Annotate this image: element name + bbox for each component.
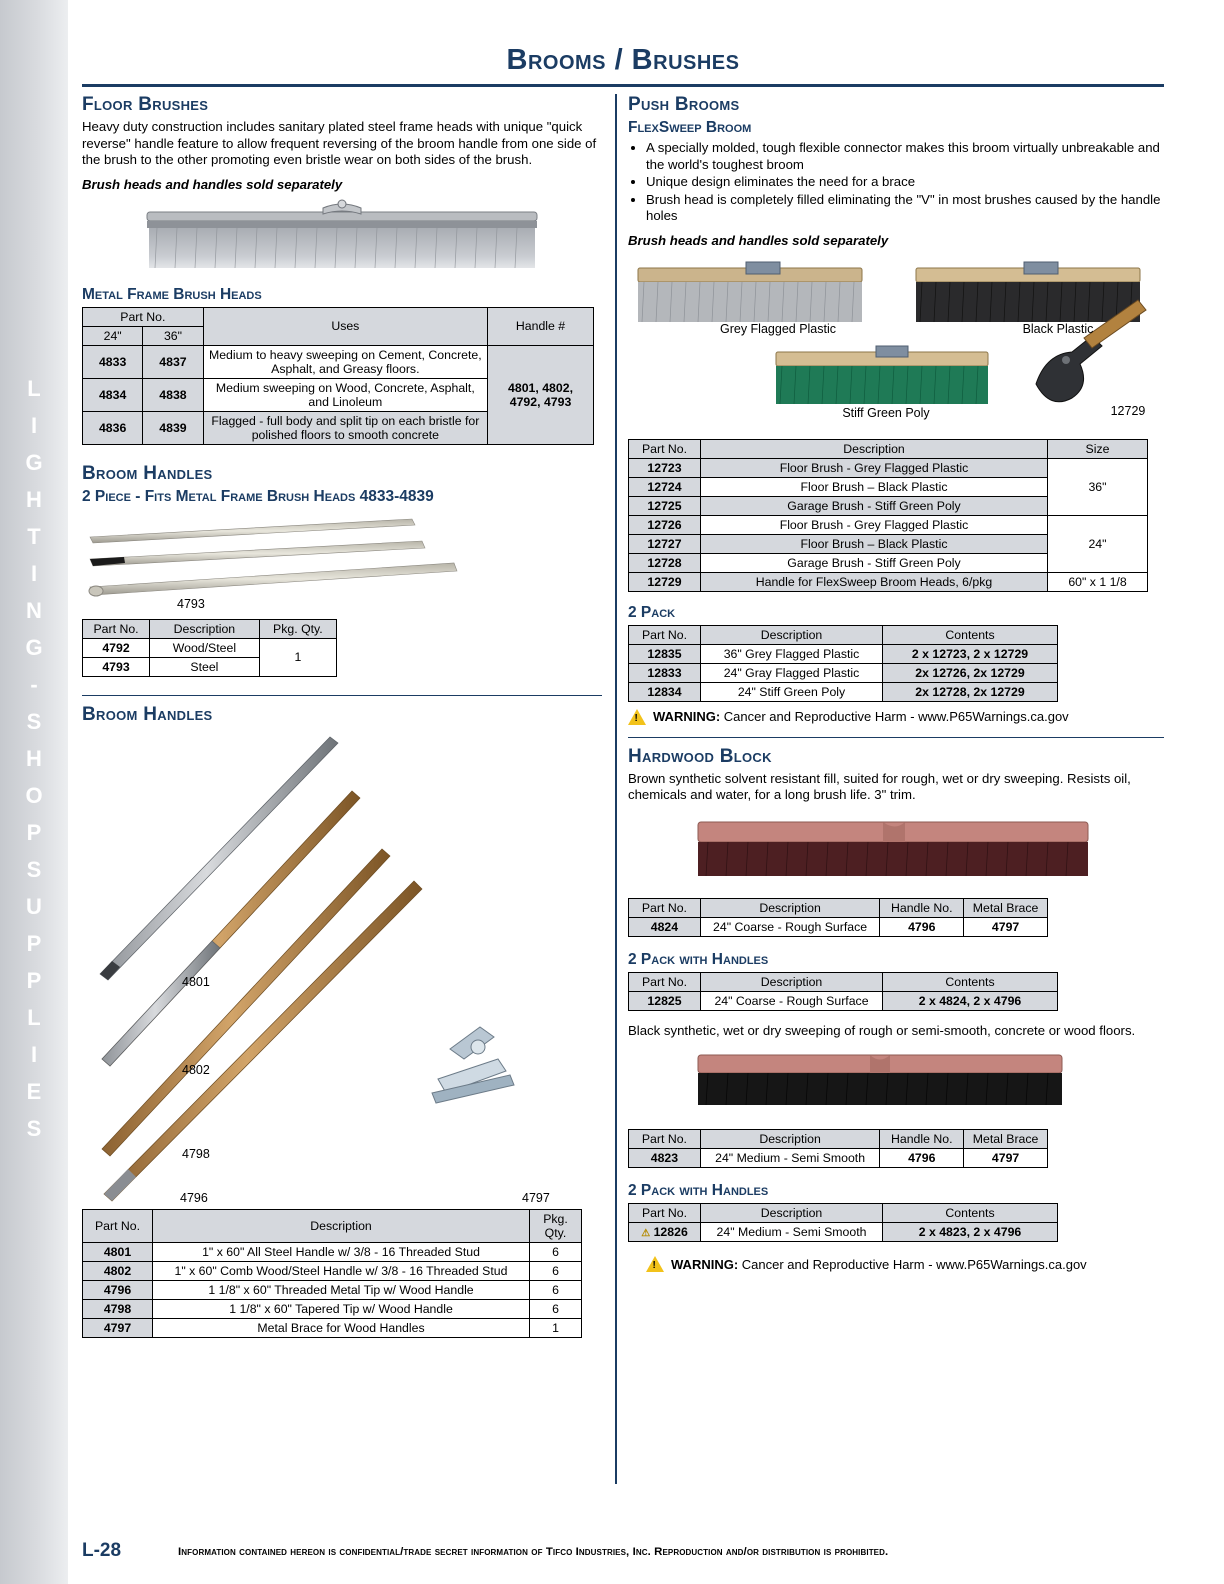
- bullet-item: • A specially molded, tough flexible connector makes this broom virtually unbreakable and the world's toughest broom: [646, 140, 1164, 173]
- cell-part-no: 4793: [83, 657, 150, 676]
- cell-part-24: 4833: [83, 345, 143, 378]
- cell-description: Wood/Steel: [150, 638, 260, 657]
- hardwood-block-body: Brown synthetic solvent resistant fill, suited for rough, wet or dry sweeping. Resists oil, chemicals and water, for a long brush life. 3" trim.: [628, 770, 1131, 803]
- handle-label-4797: 4797: [522, 1190, 550, 1205]
- two-pack-handles-1-heading: 2 Pack with Handles: [628, 950, 769, 968]
- th-part-no: Part No.: [629, 972, 701, 991]
- cell-contents: 2x 12728, 2x 12729: [883, 682, 1058, 701]
- th-handle: Handle #: [488, 307, 594, 345]
- cell-description: 36" Grey Flagged Plastic: [701, 644, 883, 663]
- warning-icon: [628, 709, 646, 725]
- cell-description: 24" Coarse - Rough Surface: [700, 917, 880, 936]
- cell-description: 24" Medium - Semi Smooth: [700, 1149, 880, 1168]
- th-36: 36": [143, 326, 203, 345]
- cell-description: 1" x 60" All Steel Handle w/ 3/8 - 16 Threaded Stud: [153, 1242, 530, 1261]
- cell-contents: 2 x 4823, 2 x 4796: [883, 1223, 1058, 1242]
- cell-pkg-qty: 1: [259, 638, 336, 676]
- black-synthetic-table: [628, 1129, 1048, 1168]
- th-description: Description: [700, 1130, 880, 1149]
- cell-pkg-qty: 6: [530, 1299, 582, 1318]
- th-uses: Uses: [203, 307, 487, 345]
- cell-handle-numbers: 4801, 4802, 4792, 4793: [488, 345, 594, 444]
- cell-part-no: 4797: [83, 1318, 153, 1337]
- th-handle-no: Handle No.: [880, 898, 964, 917]
- hardwood-block-heading: Hardwood Block: [628, 745, 772, 767]
- warning-2: [628, 1256, 1164, 1272]
- cell-description: 1" x 60" Comb Wood/Steel Handle w/ 3/8 - 16 Threaded Stud: [153, 1261, 530, 1280]
- cell-pkg-qty: 6: [530, 1261, 582, 1280]
- cell-description: 24" Gray Flagged Plastic: [701, 663, 883, 682]
- cell-description: Metal Brace for Wood Handles: [153, 1318, 530, 1337]
- table-row: [83, 1280, 582, 1299]
- page-title: Brooms / Brushes: [506, 44, 740, 76]
- table-row: [629, 458, 1148, 477]
- th-contents: Contents: [883, 625, 1058, 644]
- cell-description: Garage Brush - Stiff Green Poly: [701, 496, 1048, 515]
- black-synthetic-body: Black synthetic, wet or dry sweeping of rough or semi-smooth, concrete or wood floors.: [628, 1022, 1136, 1038]
- cell-part-no: 4798: [83, 1299, 153, 1318]
- cell-description: Floor Brush – Black Plastic: [701, 477, 1048, 496]
- warning-icon: [646, 1256, 664, 1272]
- cell-handle-no: 4796: [880, 1149, 964, 1168]
- th-description: Description: [701, 972, 883, 991]
- small-warning-icon: ⚠: [641, 1228, 651, 1240]
- two-pack-handles-2-heading: 2 Pack with Handles: [628, 1182, 769, 1200]
- bullet-item: • Brush head is completely filled eliminating the "V" in most brushes caused by the handle holes: [646, 192, 1164, 225]
- table-row: [83, 1318, 582, 1337]
- cell-part-no: 12723: [629, 458, 701, 477]
- caption-stiff-green: Stiff Green Poly: [842, 405, 930, 420]
- th-part-no: Part No.: [83, 1209, 153, 1242]
- th-part-no: Part No.: [83, 307, 204, 326]
- cell-part-no: 4796: [83, 1280, 153, 1299]
- cell-part-no: 4792: [83, 638, 150, 657]
- flexsweep-note: Brush heads and handles sold separately: [628, 232, 889, 248]
- table-row: [629, 917, 1048, 936]
- warning-label: WARNING:: [671, 1256, 739, 1272]
- broom-handles-table: [82, 1209, 582, 1338]
- th-24: 24": [83, 326, 143, 345]
- table-row: [629, 991, 1058, 1010]
- broom-handles-2pc-heading: Broom Handles: [82, 462, 213, 484]
- th-part-no: Part No.: [629, 439, 701, 458]
- cell-uses: Medium to heavy sweeping on Cement, Concrete, Asphalt, and Greasy floors.: [203, 345, 487, 378]
- cell-part-no: 12833: [629, 663, 701, 682]
- cell-description: 1 1/8" x 60" Threaded Metal Tip w/ Wood Handle: [153, 1280, 530, 1299]
- page-content: [68, 0, 1224, 1584]
- cell-description: Steel: [150, 657, 260, 676]
- section-rule: [628, 737, 1164, 738]
- cell-description: 24" Medium - Semi Smooth: [701, 1223, 883, 1242]
- bullet-item: • Unique design eliminates the need for a brace: [646, 174, 1164, 191]
- cell-size: 60" x 1 1/8: [1048, 572, 1148, 591]
- cell-description: 1 1/8" x 60" Tapered Tip w/ Wood Handle: [153, 1299, 530, 1318]
- table-row: [83, 345, 594, 378]
- cell-part-36: 4838: [143, 378, 203, 411]
- two-pack-heading: 2 Pack: [628, 603, 676, 621]
- cell-handle-no: 4796: [880, 917, 964, 936]
- warning-label: WARNING:: [653, 709, 721, 725]
- page-number: L-28: [82, 1540, 122, 1561]
- cell-pkg-qty: 6: [530, 1242, 582, 1261]
- handle-label-4793: 4793: [177, 596, 205, 611]
- right-column: [628, 94, 1164, 1272]
- caption-black-plastic: Black Plastic: [1022, 321, 1094, 336]
- table-row: [83, 1242, 582, 1261]
- table-row: [629, 663, 1058, 682]
- th-handle-no: Handle No.: [880, 1130, 964, 1149]
- th-metal-brace: Metal Brace: [964, 898, 1048, 917]
- cell-part-no: 12724: [629, 477, 701, 496]
- cell-part-no: 4802: [83, 1261, 153, 1280]
- cell-description: Floor Brush – Black Plastic: [701, 534, 1048, 553]
- warning-text: Cancer and Reproductive Harm - www.P65Warnings.ca.gov: [738, 1256, 1087, 1272]
- column-divider: [615, 94, 617, 1484]
- th-contents: Contents: [883, 972, 1058, 991]
- cell-part-no: 12726: [629, 515, 701, 534]
- table-row: [629, 1149, 1048, 1168]
- th-pkg-qty: Pkg. Qty.: [530, 1209, 582, 1242]
- th-metal-brace: Metal Brace: [964, 1130, 1048, 1149]
- spine-label: L I G H T I N G - S H O P S U P P L I E S: [25, 376, 43, 1141]
- handle-label-4801: 4801: [182, 974, 210, 989]
- cell-part-no: 4824: [629, 917, 701, 936]
- broom-handles-2pc-subheading: 2 Piece - Fits Metal Frame Brush Heads 4833-4839: [82, 487, 434, 505]
- cell-metal-brace: 4797: [964, 1149, 1048, 1168]
- hardwood-brown-image: [628, 810, 1164, 898]
- floor-brushes-heading: Floor Brushes: [82, 94, 209, 115]
- metal-frame-heading: Metal Frame Brush Heads: [82, 285, 262, 303]
- cell-part-24: 4836: [83, 411, 143, 444]
- cell-part-no: 12728: [629, 553, 701, 572]
- th-description: Description: [701, 1204, 883, 1223]
- warning-text: Cancer and Reproductive Harm - www.P65Warnings.ca.gov: [720, 709, 1069, 725]
- hardwood-block-table: [628, 898, 1048, 937]
- handle-label-4798: 4798: [182, 1146, 210, 1161]
- floor-brushes-note: Brush heads and handles sold separately: [82, 176, 343, 192]
- page-spine: [0, 0, 68, 1584]
- footer-legal: Information contained hereon is confidential/trade secret information of Tifco Industries, Inc. Reproduction and/or distribution is prohibited.: [178, 1546, 889, 1558]
- table-row: [629, 572, 1148, 591]
- th-description: Description: [701, 439, 1048, 458]
- warning-1: [628, 709, 1164, 725]
- metal-frame-table: [82, 307, 594, 445]
- two-piece-handles-image: [82, 509, 602, 619]
- title-rule: [82, 84, 1164, 87]
- left-column: [82, 94, 602, 1338]
- two-pack-handles-1-table: [628, 972, 1058, 1011]
- broom-handles-heading: Broom Handles: [82, 703, 213, 725]
- handle-label-4796: 4796: [180, 1190, 208, 1205]
- cell-part-36: 4839: [143, 411, 203, 444]
- cell-part-no: 4801: [83, 1242, 153, 1261]
- th-part-no: Part No.: [629, 1130, 701, 1149]
- cell-part-no: 12835: [629, 644, 701, 663]
- th-size: Size: [1048, 439, 1148, 458]
- th-part-no: Part No.: [629, 625, 701, 644]
- cell-contents: 2x 12726, 2x 12729: [883, 663, 1058, 682]
- cell-part-no: 12825: [629, 991, 701, 1010]
- th-part-no: Part No.: [629, 898, 701, 917]
- cell-part-no: [629, 1223, 701, 1242]
- table-row: [629, 682, 1058, 701]
- table-row: [629, 1223, 1058, 1242]
- flexsweep-table: [628, 439, 1148, 592]
- cell-part-no: 12729: [629, 572, 701, 591]
- cell-size: 36": [1048, 458, 1148, 515]
- cell-description: Garage Brush - Stiff Green Poly: [701, 553, 1048, 572]
- table-row: [83, 1299, 582, 1318]
- th-pkg-qty: Pkg. Qty.: [259, 619, 336, 638]
- cell-uses: Flagged - full body and split tip on each bristle for polished floors to smooth concrete: [203, 411, 487, 444]
- two-pack-handles-2-table: [628, 1203, 1058, 1242]
- push-brooms-heading: Push Brooms: [628, 94, 740, 115]
- cell-size: 24": [1048, 515, 1148, 572]
- cell-pkg-qty: 1: [530, 1318, 582, 1337]
- two-piece-handles-table: [82, 619, 337, 677]
- section-rule: [82, 695, 602, 696]
- cell-description: Floor Brush - Grey Flagged Plastic: [701, 458, 1048, 477]
- cell-part-no: 12834: [629, 682, 701, 701]
- flexsweep-bullets: [628, 140, 1164, 225]
- th-part-no: Part No.: [629, 1204, 701, 1223]
- handle-label-4802: 4802: [182, 1062, 210, 1077]
- cell-description: 24" Coarse - Rough Surface: [701, 991, 883, 1010]
- cell-contents: 2 x 4824, 2 x 4796: [883, 991, 1058, 1010]
- hardwood-black-image: [628, 1045, 1164, 1129]
- cell-uses: Medium sweeping on Wood, Concrete, Asphalt, and Linoleum: [203, 378, 487, 411]
- caption-12729: 12729: [1110, 403, 1146, 418]
- th-part-no: Part No.: [83, 619, 150, 638]
- flexsweep-subheading: FlexSweep Broom: [628, 119, 752, 136]
- floor-brushes-body: Heavy duty construction includes sanitary plated steel frame heads with unique "quick reverse" handle feature to allow frequent reversing of the broom handle from one side of the brush to the other promoting even bristle wear on both sides of the brush.: [82, 119, 597, 167]
- two-pack-table: [628, 625, 1058, 702]
- table-row: [629, 644, 1058, 663]
- th-description: Description: [150, 619, 260, 638]
- cell-description: Handle for FlexSweep Broom Heads, 6/pkg: [701, 572, 1048, 591]
- cell-part-36: 4837: [143, 345, 203, 378]
- cell-part-no: 4823: [629, 1149, 701, 1168]
- caption-grey-flagged: Grey Flagged Plastic: [719, 321, 837, 336]
- cell-part-no-value: 12826: [653, 1225, 688, 1240]
- table-row: [629, 515, 1148, 534]
- th-description: Description: [153, 1209, 530, 1242]
- cell-metal-brace: 4797: [964, 917, 1048, 936]
- table-row: [83, 1261, 582, 1280]
- flexsweep-images: [628, 254, 1164, 439]
- broom-handles-image: [82, 729, 602, 1209]
- cell-part-no: 12725: [629, 496, 701, 515]
- th-description: Description: [700, 898, 880, 917]
- cell-part-no: 12727: [629, 534, 701, 553]
- cell-pkg-qty: 6: [530, 1280, 582, 1299]
- th-contents: Contents: [883, 1204, 1058, 1223]
- cell-description: 24" Stiff Green Poly: [701, 682, 883, 701]
- cell-contents: 2 x 12723, 2 x 12729: [883, 644, 1058, 663]
- th-description: Description: [701, 625, 883, 644]
- cell-part-24: 4834: [83, 378, 143, 411]
- cell-description: Floor Brush - Grey Flagged Plastic: [701, 515, 1048, 534]
- floor-brush-image: [82, 198, 602, 278]
- table-row: [83, 638, 337, 657]
